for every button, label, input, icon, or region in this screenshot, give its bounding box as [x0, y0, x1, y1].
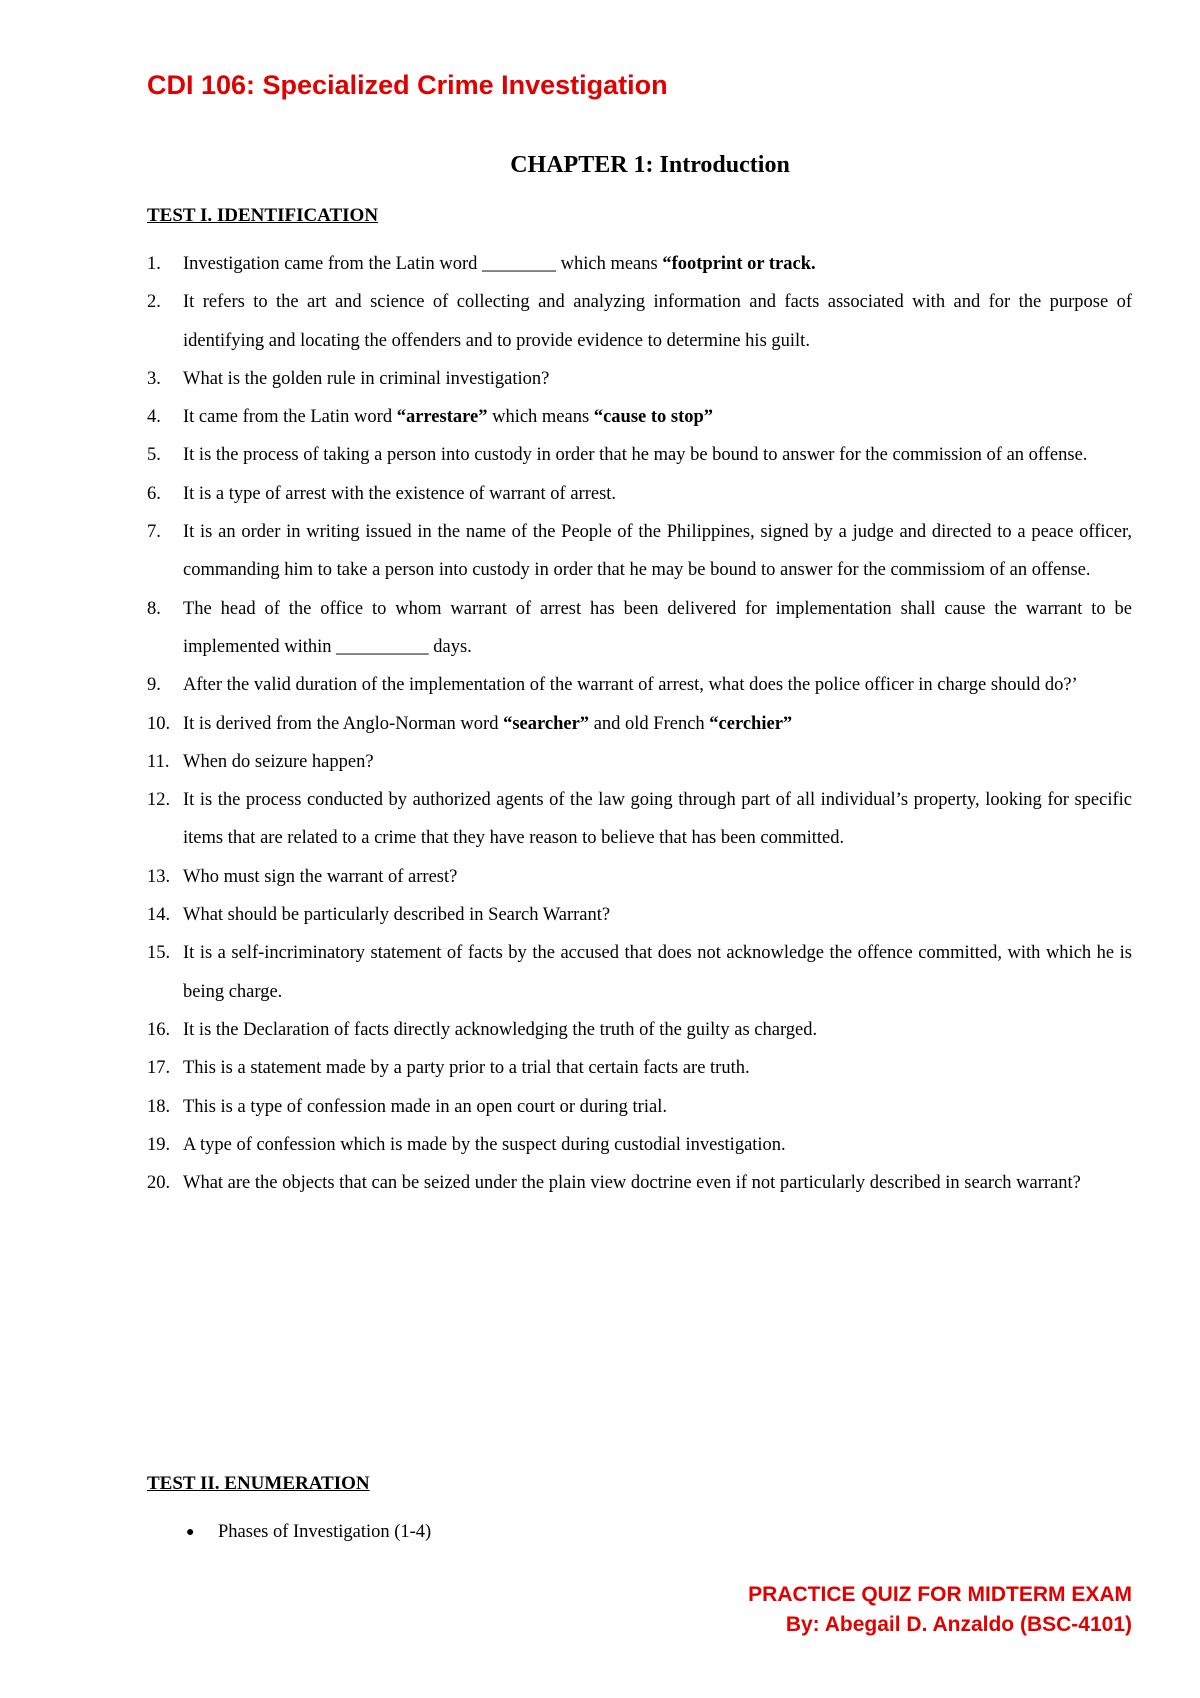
question-text: A type of confession which is made by the suspect during custodial investigation. — [183, 1134, 786, 1155]
question-number: 19. — [147, 1134, 171, 1155]
question-text: It is an order in writing issued in the name of the People of the Philippines, signed by a judge and directed to a peace officer, commanding him to take a person into custody in order that he may be bound to answer for the commissiom of an offense. — [183, 522, 1132, 581]
question-item — [147, 1088, 1132, 1126]
question-item — [147, 743, 1132, 781]
question-text: This is a statement made by a party prior to a trial that certain facts are truth. — [183, 1058, 750, 1079]
test1-heading: TEST I. IDENTIFICATION — [147, 205, 379, 226]
question-number: 3. — [147, 368, 161, 389]
question-text: This is a type of confession made in an open court or during trial. — [183, 1096, 667, 1117]
question-text: It is a self-incriminatory statement of facts by the accused that does not acknowledge the offence committed, with which he is being charge. — [183, 943, 1132, 1002]
question-number: 11. — [147, 751, 170, 772]
question-text: It is the Declaration of facts directly acknowledging the truth of the guilty as charged. — [183, 1019, 818, 1040]
question-number: 8. — [147, 598, 161, 619]
question-item — [147, 1164, 1132, 1202]
question-number: 9. — [147, 675, 161, 696]
bullet-icon: ● — [186, 1525, 195, 1540]
question-item — [147, 781, 1132, 858]
question-number: 6. — [147, 483, 161, 504]
question-item — [147, 360, 1132, 398]
question-item — [147, 934, 1132, 1011]
question-item — [147, 513, 1132, 590]
question-item — [147, 705, 1132, 743]
question-item — [147, 1011, 1132, 1049]
question-number: 2. — [147, 292, 161, 313]
question-number: 14. — [147, 905, 171, 926]
question-number: 13. — [147, 866, 171, 887]
question-text: It is a type of arrest with the existence of warrant of arrest. — [183, 483, 617, 504]
question-text: When do seizure happen? — [183, 751, 374, 772]
question-item — [147, 590, 1132, 667]
identification-question-list — [147, 245, 1132, 1202]
chapter-title: CHAPTER 1: Introduction — [510, 152, 790, 178]
question-number: 10. — [147, 713, 171, 734]
enumeration-item-text: Phases of Investigation (1-4) — [218, 1522, 432, 1542]
question-text: It is derived from the Anglo-Norman word “searcher” and old French “cerchier” — [183, 713, 793, 734]
question-item — [147, 245, 1132, 283]
question-item — [147, 398, 1132, 436]
question-item — [147, 436, 1132, 474]
question-item — [147, 1049, 1132, 1087]
question-text: Investigation came from the Latin word ________ which means “footprint or track. — [183, 254, 816, 274]
question-text: What is the golden rule in criminal investigation? — [183, 368, 550, 389]
question-text: It came from the Latin word “arrestare” which means “cause to stop” — [183, 407, 714, 428]
question-text: What should be particularly described in Search Warrant? — [183, 905, 611, 926]
question-number: 5. — [147, 445, 161, 466]
question-number: 20. — [147, 1173, 171, 1194]
course-title: CDI 106: Specialized Crime Investigation — [147, 70, 668, 100]
question-item — [147, 475, 1132, 513]
question-item — [147, 283, 1132, 360]
question-text: Who must sign the warrant of arrest? — [183, 866, 458, 887]
question-number: 18. — [147, 1096, 171, 1117]
question-text: What are the objects that can be seized under the plain view doctrine even if not particularly described in search warrant? — [183, 1173, 1081, 1194]
question-number: 4. — [147, 407, 161, 428]
footer-author: By: Abegail D. Anzaldo (BSC-4101) — [785, 1613, 1132, 1636]
enumeration-list — [180, 1522, 431, 1543]
question-text: The head of the office to whom warrant of arrest has been delivered for implementation shall cause the warrant to be implemented within __________ days. — [183, 598, 1132, 657]
question-item — [147, 858, 1132, 896]
question-number: 1. — [147, 254, 161, 274]
question-item — [147, 666, 1132, 704]
question-item — [147, 1126, 1132, 1164]
question-number: 17. — [147, 1058, 171, 1079]
question-text: After the valid duration of the implementation of the warrant of arrest, what does the police officer in charge should do?’ — [183, 675, 1078, 696]
enumeration-item — [180, 1522, 431, 1543]
question-text: It is the process conducted by authorized agents of the law going through part of all individual’s property, looking for specific items that are related to a crime that they have reason to believe that has been committed. — [183, 790, 1132, 849]
question-number: 16. — [147, 1019, 171, 1040]
question-text: It refers to the art and science of collecting and analyzing information and facts associated with and for the purpose of identifying and locating the offenders and to provide evidence to determine his guilt. — [183, 292, 1132, 351]
test2-heading: TEST II. ENUMERATION — [147, 1473, 370, 1494]
question-number: 12. — [147, 790, 171, 811]
question-number: 7. — [147, 522, 161, 543]
footer-quiz-label: PRACTICE QUIZ FOR MIDTERM EXAM — [748, 1583, 1132, 1606]
question-text: It is the process of taking a person into custody in order that he may be bound to answer for the commission of an offense. — [183, 445, 1088, 466]
question-item — [147, 896, 1132, 934]
question-number: 15. — [147, 943, 171, 964]
